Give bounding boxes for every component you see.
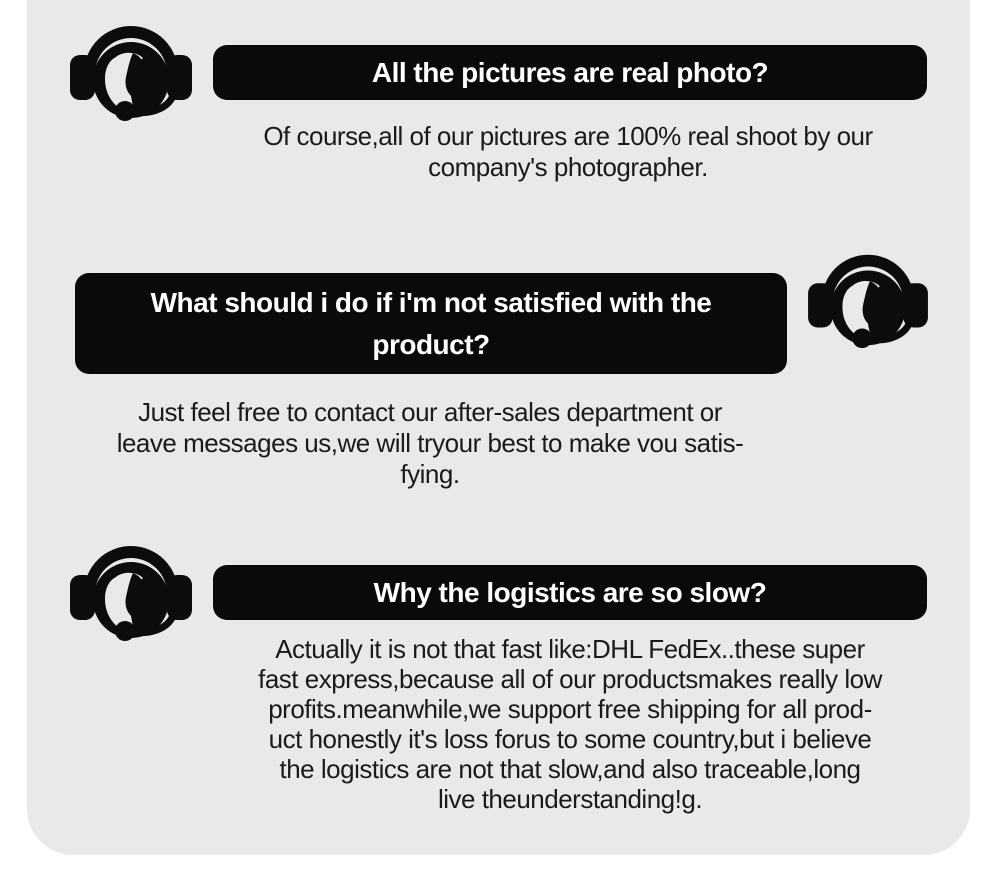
answer-text-logistics-slow: Actually it is not that fast like:DHL FedEx..these super fast express,because all of our productsmakes really low profits.meanwhile,we support free shipping for all prod- uct honestly it's loss forus to some country,but i believe the logistics are not that slow,and also traceable,long live theunderstanding!g.: [258, 634, 882, 814]
answer-text-real-photo: Of course,all of our pictures are 100% real shoot by our company's photographer.: [263, 121, 873, 182]
answer-text-not-satisfied: Just feel free to contact our after-sales department or leave messages us,we will tryour best to make vou satis- fying.: [116, 397, 744, 489]
customer-service-headset-icon: [808, 242, 928, 354]
question-pill-real-photo: All the pictures are real photo?: [213, 45, 927, 100]
question-pill-not-satisfied: What should i do if i'm not satisfied with the product?: [75, 273, 787, 374]
faq-panel: [27, 0, 970, 855]
customer-service-headset-icon: [70, 13, 192, 127]
customer-service-headset-icon: [70, 533, 192, 647]
question-pill-logistics-slow: Why the logistics are so slow?: [213, 565, 927, 620]
